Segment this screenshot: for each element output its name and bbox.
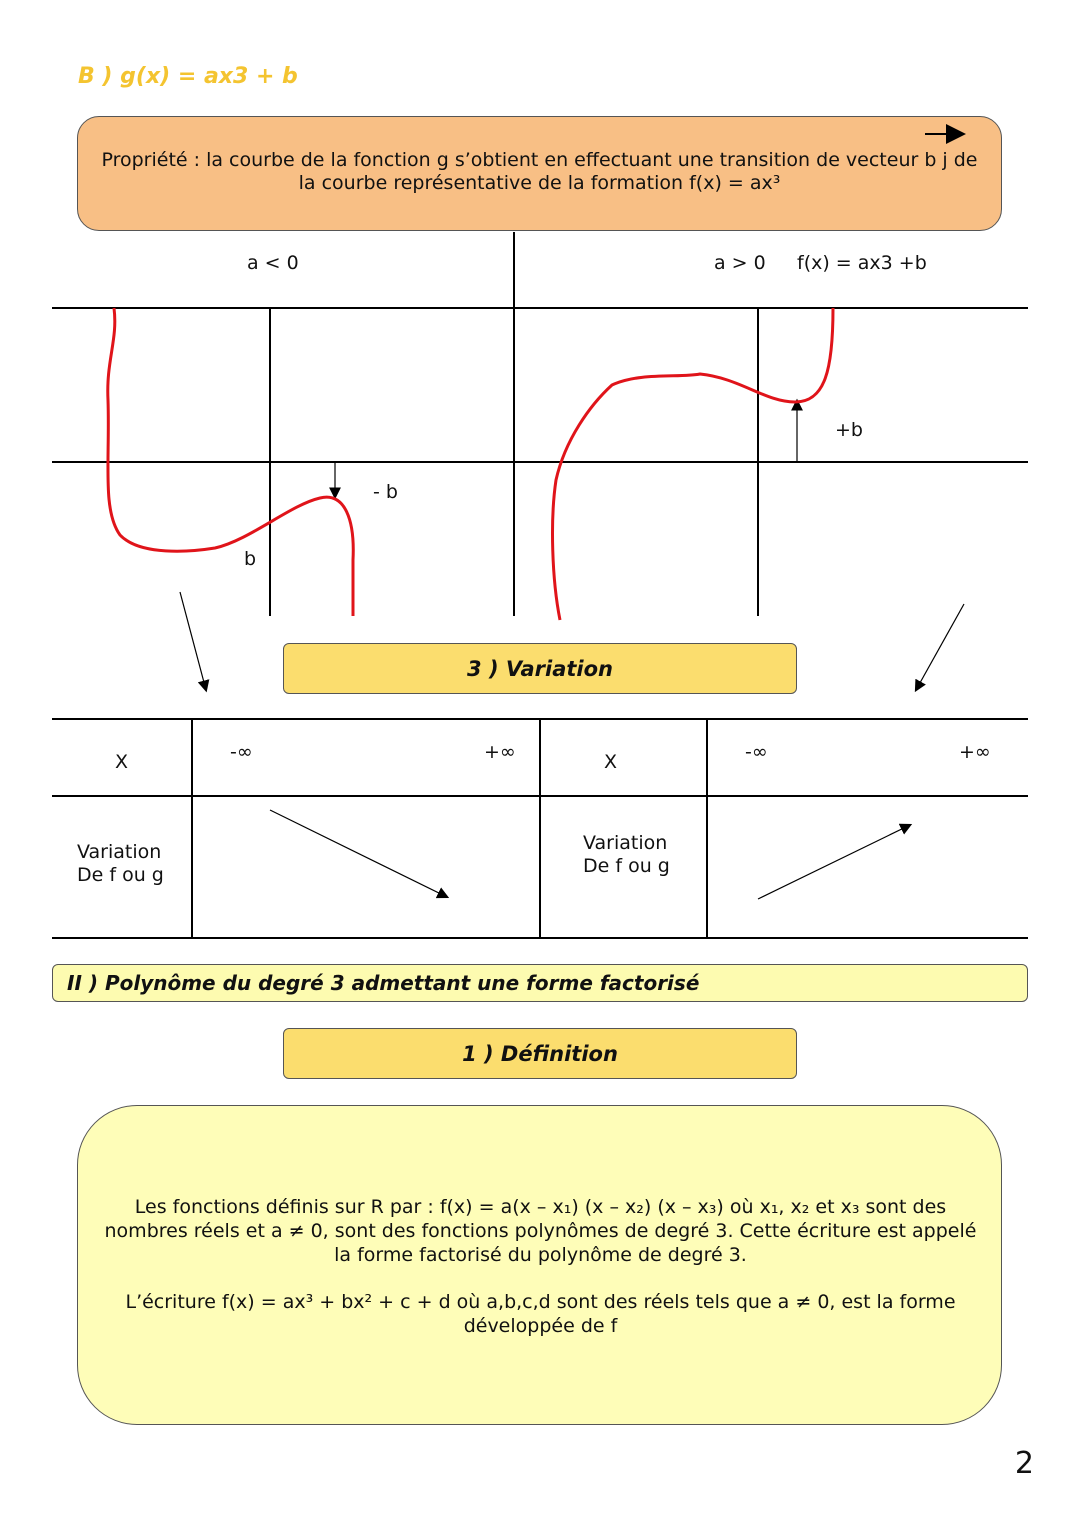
definition-line: L’écriture f(x) = ax³ + bx² + c + d où a,b,c,d sont des réels tels que a ≠ 0, est la forme: [125, 1291, 956, 1313]
section-2-banner: II ) Polynôme du degré 3 admettant une forme factorisé: [52, 964, 1028, 1002]
property-line-2: la courbe représentative de la formation f(x) = ax³: [298, 172, 781, 194]
left-x-label: X: [115, 751, 129, 773]
right-graph-header: a > 0: [714, 252, 766, 274]
left-graph-header: a < 0: [247, 252, 299, 274]
definition-line: développée de f: [463, 1315, 618, 1337]
down-arrow-left: [180, 592, 206, 690]
property-line-1: Propriété : la courbe de la fonction g s’obtient en effectuant une transition de vecteur b j de: [101, 149, 978, 171]
left-variation-line-1: Variation: [77, 841, 162, 863]
right-variation-line-2: De f ou g: [583, 855, 670, 877]
definition-box: [77, 1105, 1002, 1425]
right-variation-line-1: Variation: [583, 832, 668, 854]
left-variation-label: [77, 841, 164, 887]
definition-heading: 1 ) Définition: [283, 1028, 797, 1079]
section-b-heading: B ) g(x) = ax3 + b: [78, 64, 298, 89]
left-minus-inf: -∞: [230, 741, 253, 763]
definition-line: Les fonctions définis sur R par : f(x) = a(x – x₁) (x – x₂) (x – x₃) où x₁, x₂ et x₃ sont des: [134, 1196, 947, 1218]
left-variation-line-2: De f ou g: [77, 864, 164, 886]
definition-paragraph-1: [98, 1195, 983, 1267]
left-plus-inf: +∞: [484, 741, 516, 763]
right-variation-label: [583, 832, 670, 878]
variation-heading: 3 ) Variation: [283, 643, 797, 694]
plus-b-label: +b: [835, 419, 863, 441]
increasing-arrow: [758, 825, 910, 899]
b-label: b: [244, 548, 257, 570]
right-minus-inf: -∞: [745, 741, 768, 763]
page-number: 2: [1014, 1446, 1034, 1481]
curve-a-positive: [553, 308, 833, 620]
right-plus-inf: +∞: [959, 741, 991, 763]
definition-line: la forme factorisé du polynôme de degré 3.: [334, 1244, 747, 1266]
decreasing-arrow: [270, 810, 447, 897]
minus-b-label: - b: [373, 481, 398, 503]
definition-paragraph-2: [98, 1290, 983, 1338]
right-x-label: X: [604, 751, 618, 773]
down-arrow-right: [916, 604, 964, 690]
right-graph-formula: f(x) = ax3 +b: [797, 252, 927, 274]
definition-line: nombres réels et a ≠ 0, sont des fonctions polynômes de degré 3. Cette écriture est appelé: [104, 1220, 977, 1242]
